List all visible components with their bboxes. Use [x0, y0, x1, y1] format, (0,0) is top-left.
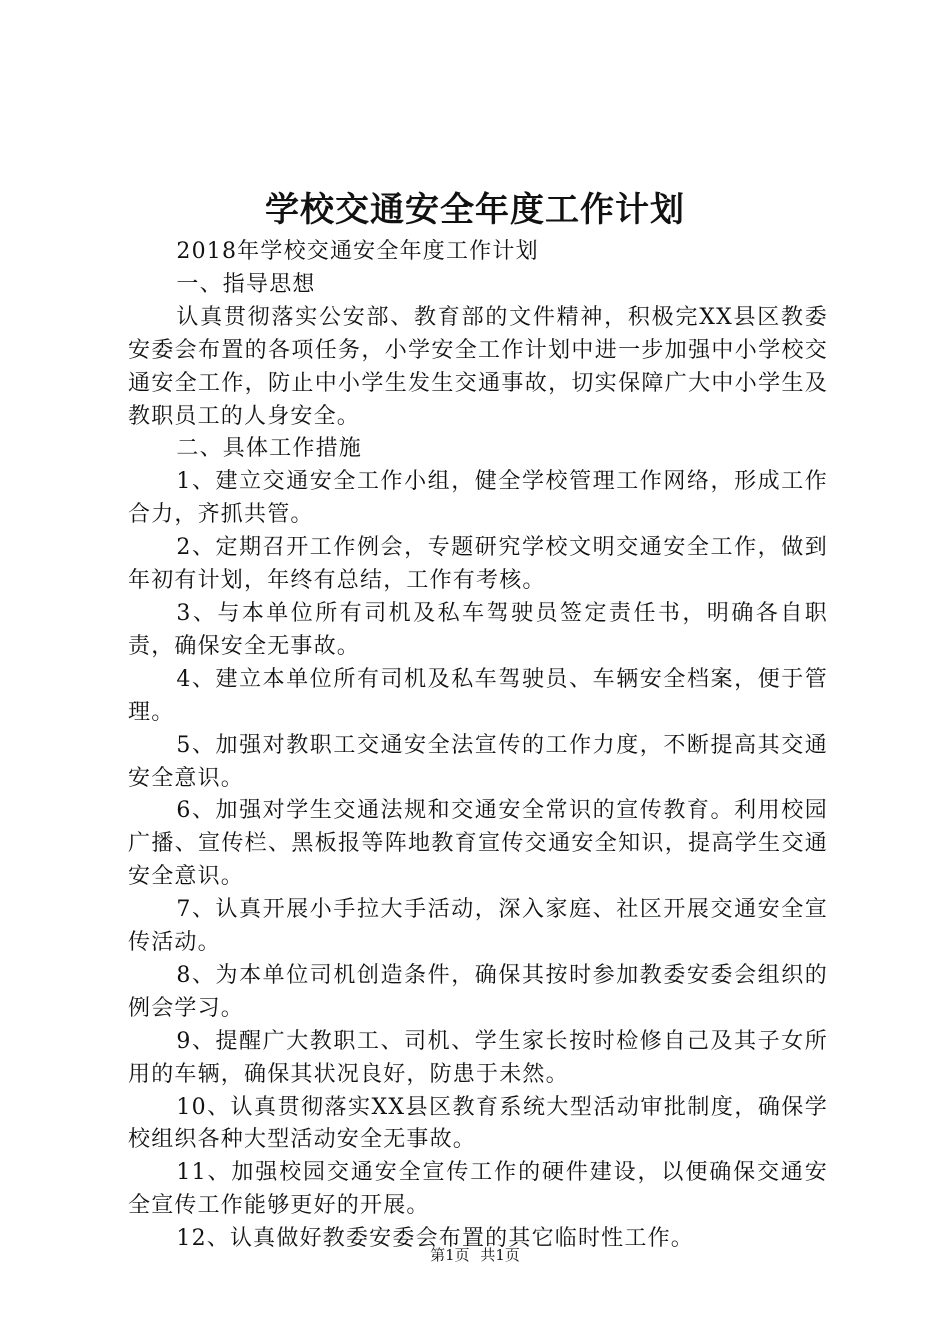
page-footer: [0, 1244, 950, 1266]
page-number-current: 第1页: [430, 1246, 470, 1264]
section-heading-guiding-ideology: 一、指导思想: [176, 271, 316, 297]
measure-item-8: 8、为本单位司机创造条件，确保其按时参加教委安委会组织的例会学习。: [128, 962, 828, 1021]
measure-item-9: 9、提醒广大教职工、司机、学生家长按时检修自己及其子女所用的车辆，确保其状况良好，防患于未然。: [128, 1028, 828, 1087]
measure-item-11: 11、加强校园交通安全宣传工作的硬件建设，以便确保交通安全宣传工作能够更好的开展。: [128, 1160, 828, 1219]
document-body: [128, 236, 828, 1256]
measure-item-2: 2、定期召开工作例会，专题研究学校文明交通安全工作，做到年初有计划，年终有总结，工作有考核。: [128, 535, 828, 594]
page-number-total: 共1页: [480, 1246, 520, 1264]
measure-item-10: 10、认真贯彻落实XX县区教育系统大型活动审批制度，确保学校组织各种大型活动安全无事故。: [128, 1094, 828, 1153]
measure-item-6: 6、加强对学生交通法规和交通安全常识的宣传教育。利用校园广播、宣传栏、黑板报等阵地教育宣传交通安全知识，提高学生交通安全意识。: [128, 798, 828, 890]
section-heading-measures: 二、具体工作措施: [176, 436, 362, 462]
paragraph-guiding-ideology: 认真贯彻落实公安部、教育部的文件精神，积极完XX县区教委安委会布置的各项任务，小学安全工作计划中进一步加强中小学校交通安全工作，防止中小学生发生交通事故，切实保障广大中小学生及教职员工的人身安全。: [128, 304, 828, 429]
document-title: 学校交通安全年度工作计划: [265, 190, 685, 230]
measure-item-5: 5、加强对教职工交通安全法宣传的工作力度，不断提高其交通安全意识。: [128, 732, 828, 791]
measure-item-12: 12、认真做好教委安委会布置的其它临时性工作。: [176, 1226, 694, 1252]
measure-item-3: 3、与本单位所有司机及私车驾驶员签定责任书，明确各自职责，确保安全无事故。: [128, 600, 828, 659]
measure-item-7: 7、认真开展小手拉大手活动，深入家庭、社区开展交通安全宣传活动。: [128, 897, 828, 956]
measure-item-4: 4、建立本单位所有司机及私车驾驶员、车辆安全档案，便于管理。: [128, 666, 828, 725]
document-subtitle: 2018年学校交通安全年度工作计划: [176, 239, 539, 264]
measure-item-1: 1、建立交通安全工作小组，健全学校管理工作网络，形成工作合力，齐抓共管。: [128, 469, 828, 528]
